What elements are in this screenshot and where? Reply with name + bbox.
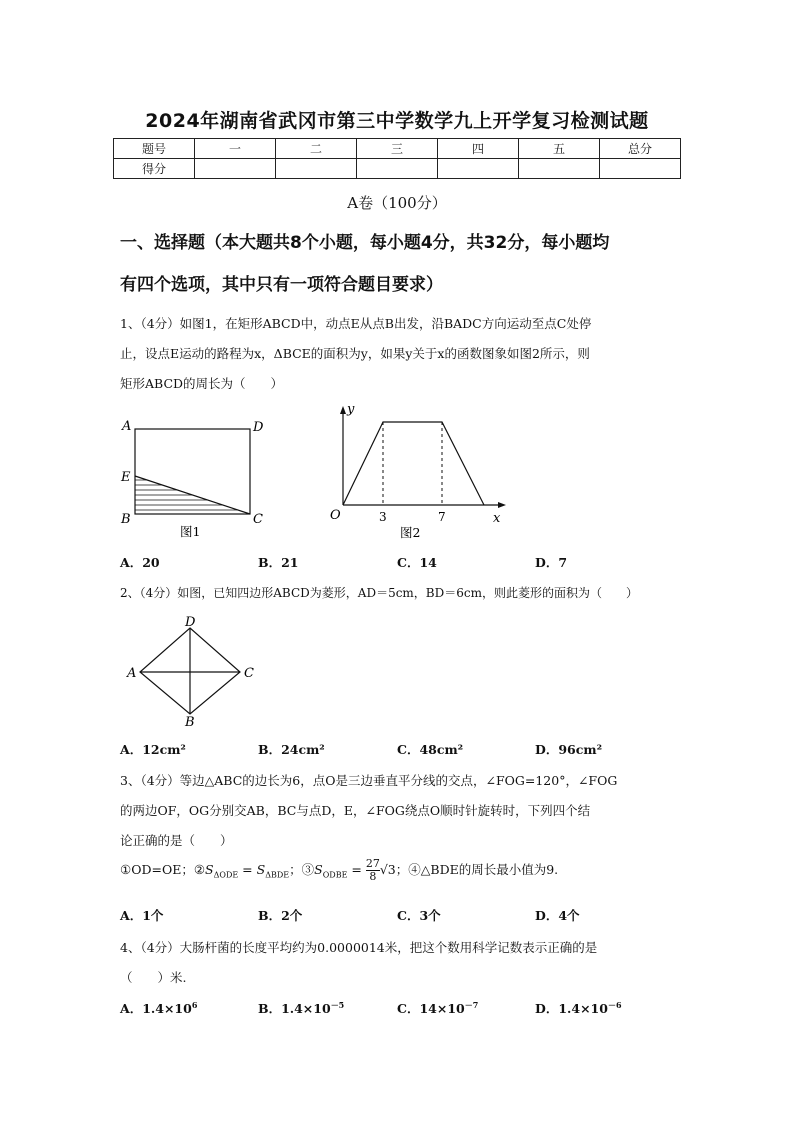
q2-rhombus-figure (122, 614, 272, 730)
q1-text-line2: 止，设点E运动的路程为x，ΔBCE的面积为y，如果y关于x的函数图象如图2所示，则 (120, 346, 590, 361)
q4-option-a[interactable] (120, 999, 197, 1017)
equals-sign: = (238, 862, 257, 877)
score-cell: 总分 (600, 139, 681, 159)
q2-option-b[interactable]: B．24cm² (258, 742, 325, 757)
score-entry-cell (276, 159, 357, 179)
section1-heading-line2: 有四个选项，其中只有一项符合题目要求） (120, 275, 443, 295)
q1-option-a[interactable]: A．20 (120, 555, 160, 570)
score-entry-cell (195, 159, 276, 179)
exponent: 6 (191, 999, 198, 1010)
q1-figure2-graph (316, 398, 516, 546)
fraction-numerator: 27 (365, 857, 380, 870)
axis-label-y: y (347, 402, 355, 417)
equals-sign: = (347, 862, 366, 877)
area-subscript: ΔBDE (265, 870, 290, 880)
exponent: －5 (330, 999, 345, 1010)
statement-separator: ；③ (289, 862, 315, 877)
q3-text-line3: 论正确的是（ ） (120, 833, 233, 848)
exponent: －6 (607, 999, 622, 1010)
q3-option-d[interactable]: D．4个 (535, 908, 580, 923)
q3-option-c[interactable]: C．3个 (397, 908, 441, 923)
score-cell: 一 (195, 139, 276, 159)
area-symbol: S (314, 862, 323, 877)
function-graph (343, 422, 484, 505)
q3-statement-4: ；④△BDE的周长最小值为9. (395, 862, 559, 877)
sqrt-3: √3 (379, 862, 396, 877)
q4-option-c[interactable] (397, 999, 478, 1017)
figure1-caption: 图1 (180, 524, 201, 539)
area-subscript: ΔODE (213, 870, 239, 880)
option-text: D．1.4×10 (535, 1001, 608, 1016)
section-a-title: A卷（100分） (347, 194, 447, 212)
area-symbol: S (256, 862, 266, 877)
score-cell: 三 (357, 139, 438, 159)
q2-option-a[interactable]: A．12cm² (120, 742, 186, 757)
label-c: C (253, 512, 263, 527)
score-entry-cell (357, 159, 438, 179)
q3-text-line1: 3、（4分）等边△ABC的边长为6，点O是三边垂直平分线的交点，∠FOG=120°，∠FOG (120, 773, 618, 788)
label-b: B (185, 715, 195, 730)
score-cell: 题号 (114, 139, 195, 159)
label-d: D (253, 420, 264, 435)
label-b: B (121, 512, 131, 527)
fraction-27-over-8 (366, 858, 380, 883)
area-subscript: ODBE (322, 870, 348, 880)
fraction-denominator: 8 (366, 870, 380, 883)
q1-option-c[interactable]: C．14 (397, 555, 437, 570)
score-table-score-row (114, 159, 681, 179)
label-a: A (122, 419, 132, 434)
figure2-caption: 图2 (400, 525, 421, 540)
section1-heading-line1: 一、选择题（本大题共8个小题，每小题4分，共32分，每小题均 (120, 233, 610, 253)
exponent: －7 (464, 999, 479, 1010)
x-axis-arrow (498, 502, 506, 508)
origin-label: O (330, 508, 341, 523)
tick-label-3: 3 (379, 510, 387, 524)
score-cell: 二 (276, 139, 357, 159)
label-a: A (127, 666, 137, 681)
tick-label-7: 7 (438, 510, 446, 524)
area-symbol: S (205, 862, 214, 877)
score-table-header-row (114, 139, 681, 159)
q2-option-d[interactable]: D．96cm² (535, 742, 603, 757)
q3-option-a[interactable]: A．1个 (120, 908, 164, 923)
q4-text-line1: 4、（4分）大肠杆菌的长度平均约为0.0000014米，把这个数用科学记数表示正确的是 (120, 940, 598, 955)
q3-text-line2: 的两边OF，OG分别交AB，BC与点D，E，∠FOG绕点O顺时针旋转时，下列四个结 (120, 803, 591, 818)
q1-option-d[interactable]: D．7 (535, 555, 568, 570)
exam-title: 2024年湖南省武冈市第三中学数学九上开学复习检测试题 (145, 110, 649, 132)
q1-figure1-rectangle (112, 405, 272, 545)
q1-option-b[interactable]: B．21 (258, 555, 299, 570)
score-entry-cell (438, 159, 519, 179)
score-table (113, 138, 681, 179)
q3-option-b[interactable]: B．2个 (258, 908, 303, 923)
q1-text-line3: 矩形ABCD的周长为（ ） (120, 376, 284, 391)
score-cell: 四 (438, 139, 519, 159)
label-d: D (185, 615, 196, 630)
option-text: C．14×10 (397, 1001, 465, 1016)
q3-statements (120, 858, 558, 887)
q4-text-line2: （ ）米. (120, 970, 187, 985)
score-entry-cell (519, 159, 600, 179)
q4-option-d[interactable] (535, 999, 622, 1017)
rectangle-abcd (135, 429, 250, 514)
q1-text-line1: 1、（4分）如图1，在矩形ABCD中，动点E从点B出发，沿BADC方向运动至点C处停 (120, 316, 592, 331)
q2-text: 2、（4分）如图，已知四边形ABCD为菱形，AD＝5cm，BD＝6cm，则此菱形的面积为（ ） (120, 586, 638, 600)
option-text: A．1.4×10 (120, 1001, 192, 1016)
score-entry-cell (600, 159, 681, 179)
option-text: B．1.4×10 (258, 1001, 331, 1016)
score-cell: 五 (519, 139, 600, 159)
label-e: E (121, 470, 131, 485)
q4-option-b[interactable] (258, 999, 344, 1017)
q3-statement-1: ①OD=OE；② (120, 862, 206, 877)
q2-option-c[interactable]: C．48cm² (397, 742, 464, 757)
score-label-cell: 得分 (114, 159, 195, 179)
y-axis-arrow (340, 406, 346, 414)
label-c: C (244, 666, 254, 681)
axis-label-x: x (493, 511, 501, 526)
